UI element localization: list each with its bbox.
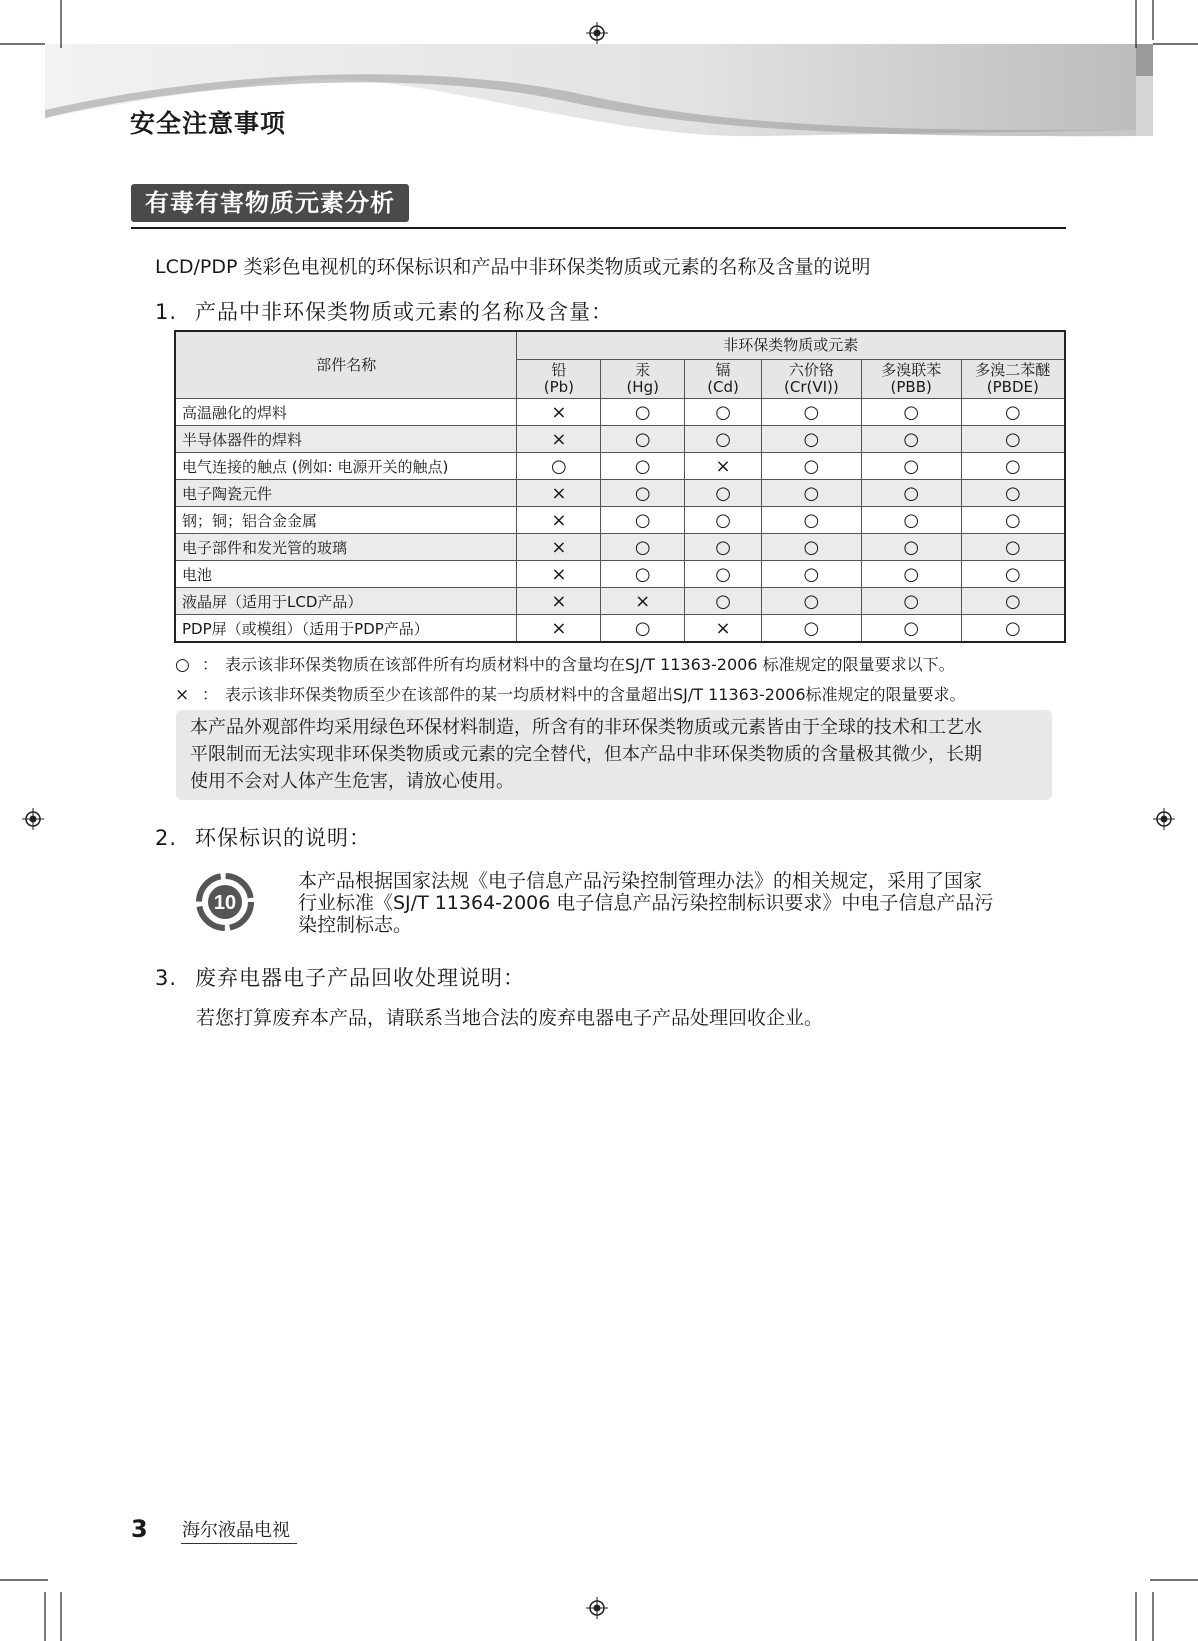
part-name-cell: 电气连接的触点 (例如: 电源开关的触点) bbox=[175, 453, 517, 480]
substance-status-cell: ○ bbox=[685, 534, 762, 561]
substance-status-cell: ○ bbox=[761, 615, 861, 643]
mark-description: 本产品根据国家法规《电子信息产品污染控制管理办法》的相关规定，采用了国家 行业标准《SJ/T 11364-2006 电子信息产品污染控制标识要求》中电子信息产品污 染控制标志。 bbox=[298, 870, 994, 936]
substance-status-cell: ○ bbox=[601, 534, 685, 561]
logo-text: 10 bbox=[213, 892, 237, 914]
substance-status-cell: ○ bbox=[861, 399, 961, 426]
recycle-instructions: 若您打算废弃本产品，请联系当地合法的废弃电器电子产品处理回收企业。 bbox=[196, 1007, 824, 1029]
substance-status-cell: ○ bbox=[761, 480, 861, 507]
page-title: 安全注意事项 bbox=[130, 109, 287, 138]
substance-column-header: 铅 (Pb) bbox=[517, 360, 601, 399]
substance-status-cell: ○ bbox=[861, 534, 961, 561]
substance-status-cell: ○ bbox=[861, 615, 961, 643]
substance-group-header: 非环保类物质或元素 bbox=[517, 331, 1065, 360]
item3-heading bbox=[155, 962, 525, 992]
substance-column-header: 镉 (Cd) bbox=[685, 360, 762, 399]
substance-status-cell: ○ bbox=[961, 615, 1065, 643]
section-divider bbox=[131, 227, 1066, 229]
substance-status-cell: ○ bbox=[685, 426, 762, 453]
substance-status-cell: ○ bbox=[761, 561, 861, 588]
substance-status-cell: × bbox=[517, 507, 601, 534]
substance-status-cell: × bbox=[517, 615, 601, 643]
legend-cross-symbol: × bbox=[175, 685, 190, 705]
substance-status-cell: ○ bbox=[961, 507, 1065, 534]
substance-status-cell: ○ bbox=[961, 534, 1065, 561]
substance-status-cell: ○ bbox=[861, 588, 961, 615]
substance-status-cell: × bbox=[601, 588, 685, 615]
substance-status-cell: ○ bbox=[961, 480, 1065, 507]
part-name-cell: 液晶屏（适用于LCD产品） bbox=[175, 588, 517, 615]
substance-column-header: 六价铬 (Cr(VI)) bbox=[761, 360, 861, 399]
table-row bbox=[175, 507, 1065, 534]
substance-column-header: 汞 (Hg) bbox=[601, 360, 685, 399]
substance-status-cell: × bbox=[517, 480, 601, 507]
table-row bbox=[175, 615, 1065, 643]
note-line: 平限制而无法实现非环保类物质或元素的完全替代，但本产品中非环保类物质的含量极其微少，长期 bbox=[190, 744, 982, 765]
hazardous-substance-table bbox=[174, 330, 1066, 643]
substance-status-cell: ○ bbox=[861, 561, 961, 588]
item2-heading bbox=[155, 822, 371, 852]
table-body bbox=[175, 399, 1065, 643]
legend-circle-symbol: ○ bbox=[175, 655, 190, 675]
substance-status-cell: × bbox=[517, 588, 601, 615]
item3-number: 3. bbox=[155, 966, 178, 990]
part-name-cell: 钢；铜；铝合金金属 bbox=[175, 507, 517, 534]
substance-status-cell: ○ bbox=[961, 426, 1065, 453]
registration-mark-top bbox=[586, 22, 608, 44]
substance-status-cell: ○ bbox=[761, 453, 861, 480]
legend-circle-text: 表示该非环保类物质在该部件所有均质材料中的含量均在SJ/T 11363-2006 标准规定的限量要求以下。 bbox=[225, 655, 955, 674]
substance-status-cell: ○ bbox=[601, 480, 685, 507]
substance-status-cell: ○ bbox=[601, 453, 685, 480]
note-line: 本产品外观部件均采用绿色环保材料制造，所含有的非环保类物质或元素皆由于全球的技术和工艺水 bbox=[190, 717, 982, 738]
part-name-cell: 电子陶瓷元件 bbox=[175, 480, 517, 507]
substance-status-cell: ○ bbox=[961, 588, 1065, 615]
substance-status-cell: ○ bbox=[685, 399, 762, 426]
part-name-cell: PDP屏（或模组）（适用于PDP产品） bbox=[175, 615, 517, 643]
part-name-cell: 电池 bbox=[175, 561, 517, 588]
substance-status-cell: ○ bbox=[761, 534, 861, 561]
substance-status-cell: × bbox=[517, 561, 601, 588]
substance-status-cell: ○ bbox=[761, 507, 861, 534]
item1-number: 1. bbox=[155, 300, 178, 324]
substance-status-cell: ○ bbox=[761, 426, 861, 453]
table-row bbox=[175, 426, 1065, 453]
section-intro: LCD/PDP 类彩色电视机的环保标识和产品中非环保类物质或元素的名称及含量的说明 bbox=[155, 256, 871, 278]
legend-cross-text: 表示该非环保类物质至少在该部件的某一均质材料中的含量超出SJ/T 11363-2006标准规定的限量要求。 bbox=[225, 685, 966, 704]
substance-column-header: 多溴联苯 (PBB) bbox=[861, 360, 961, 399]
substance-status-cell: ○ bbox=[685, 588, 762, 615]
table-row bbox=[175, 561, 1065, 588]
substance-status-cell: ○ bbox=[601, 399, 685, 426]
epup-10-year-logo-icon bbox=[195, 872, 255, 932]
note-box bbox=[176, 710, 1052, 800]
substance-status-cell: × bbox=[685, 453, 762, 480]
note-line: 使用不会对人体产生危害，请放心使用。 bbox=[190, 771, 514, 792]
substance-status-cell: ○ bbox=[685, 561, 762, 588]
substance-status-cell: ○ bbox=[685, 507, 762, 534]
table-row bbox=[175, 399, 1065, 426]
substance-status-cell: ○ bbox=[861, 426, 961, 453]
page-number: 3 bbox=[131, 1515, 148, 1543]
substance-status-cell: ○ bbox=[761, 588, 861, 615]
item3-title: 废弃电器电子产品回收处理说明： bbox=[195, 966, 525, 990]
table-row bbox=[175, 534, 1065, 561]
substance-status-cell: ○ bbox=[861, 480, 961, 507]
substance-status-cell: ○ bbox=[685, 480, 762, 507]
table-row bbox=[175, 453, 1065, 480]
part-name-cell: 电子部件和发光管的玻璃 bbox=[175, 534, 517, 561]
item1-heading bbox=[155, 296, 613, 326]
substance-status-cell: ○ bbox=[961, 561, 1065, 588]
substance-status-cell: × bbox=[517, 534, 601, 561]
registration-mark-left bbox=[22, 808, 44, 830]
substance-column-header: 多溴二苯醚 (PBDE) bbox=[961, 360, 1065, 399]
table-row bbox=[175, 480, 1065, 507]
substance-status-cell: ○ bbox=[861, 453, 961, 480]
substance-status-cell: ○ bbox=[761, 399, 861, 426]
substance-status-cell: ○ bbox=[517, 453, 601, 480]
footer-brand: 海尔液晶电视 bbox=[182, 1520, 290, 1541]
substance-status-cell: ○ bbox=[601, 507, 685, 534]
substance-status-cell: ○ bbox=[961, 453, 1065, 480]
substance-status-cell: ○ bbox=[601, 615, 685, 643]
table-row bbox=[175, 588, 1065, 615]
substance-status-cell: ○ bbox=[601, 426, 685, 453]
crop-marks-bottom bbox=[0, 1570, 1198, 1641]
item2-number: 2. bbox=[155, 826, 178, 850]
item2-title: 环保标识的说明： bbox=[195, 826, 371, 850]
substance-status-cell: ○ bbox=[961, 399, 1065, 426]
substance-status-cell: ○ bbox=[601, 561, 685, 588]
section-heading: 有毒有害物质元素分析 bbox=[131, 184, 409, 222]
part-name-cell: 高温融化的焊料 bbox=[175, 399, 517, 426]
item1-title: 产品中非环保类物质或元素的名称及含量： bbox=[195, 300, 613, 324]
substance-status-cell: ○ bbox=[861, 507, 961, 534]
legend-cross: × ： 表示该非环保类物质至少在该部件的某一均质材料中的含量超出SJ/T 11363-2006标准规定的限量要求。 bbox=[175, 685, 966, 705]
substance-status-cell: × bbox=[517, 426, 601, 453]
part-name-cell: 半导体器件的焊料 bbox=[175, 426, 517, 453]
substance-status-cell: × bbox=[685, 615, 762, 643]
part-name-header: 部件名称 bbox=[175, 331, 517, 399]
registration-mark-right bbox=[1153, 808, 1175, 830]
legend-circle: ○ ： 表示该非环保类物质在该部件所有均质材料中的含量均在SJ/T 11363-2006 标准规定的限量要求以下。 bbox=[175, 655, 955, 675]
footer-divider bbox=[181, 1543, 297, 1544]
substance-status-cell: × bbox=[517, 399, 601, 426]
